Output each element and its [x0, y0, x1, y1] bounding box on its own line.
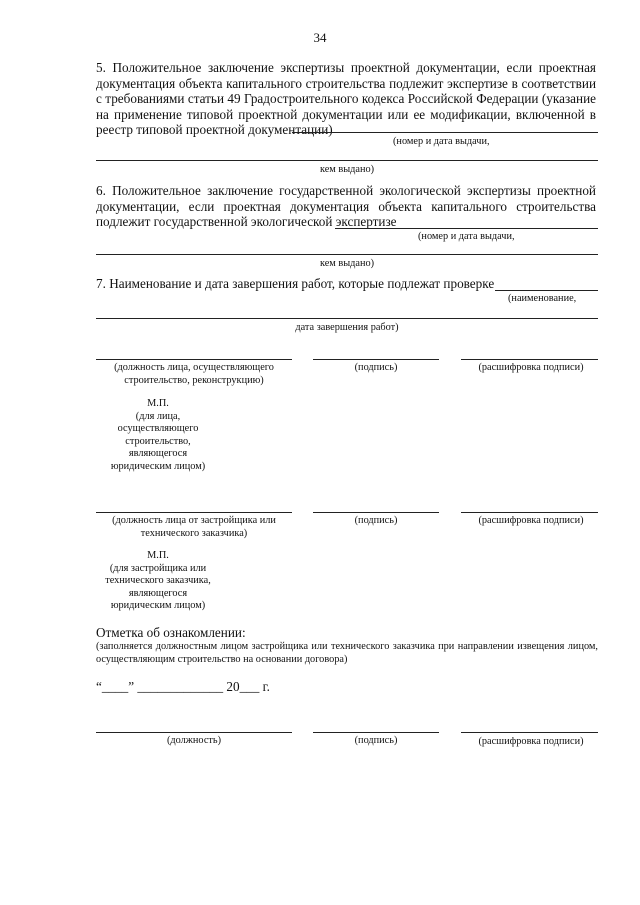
item7-end-date-label: дата завершения работ) — [295, 322, 399, 333]
stamp-line: являющегося — [128, 587, 188, 599]
item5-fill-line — [292, 132, 598, 133]
stamp-line: юридическим лицом) — [110, 600, 206, 611]
sign2-position-line — [96, 512, 292, 513]
stamp-line: М.П. — [147, 398, 169, 409]
item6-issued-by-label: кем выдано) — [319, 258, 375, 269]
ack-signature-label: (подпись) — [354, 735, 398, 746]
stamp-line: (для лица, — [135, 410, 181, 422]
ack-position-line — [96, 732, 292, 733]
sign2-signature-line — [313, 512, 439, 513]
sign1-decoding-line — [461, 359, 598, 360]
stamp-line: являющегося — [128, 448, 188, 459]
sign2-stamp-note — [96, 550, 220, 613]
ack-signature-line — [313, 732, 439, 733]
item7-date-line — [96, 318, 598, 319]
stamp-line: технического заказчика, — [105, 575, 211, 586]
sign2-position-label: (должность лица от застройщика или технического заказчика) — [112, 515, 276, 539]
ack-decoding-line — [461, 732, 598, 733]
item6-number-date-label: (номер и дата выдачи, — [418, 231, 515, 242]
acknowledgement-date: “____” _____________ 20___ г. — [96, 679, 270, 694]
sign1-signature-label: (подпись) — [354, 362, 398, 373]
sign1-position-label: (должность лица, осуществляющего строительство, реконструкцию) — [114, 362, 274, 386]
stamp-line: строительство, — [125, 435, 191, 447]
sign2-decoding-label: (расшифровка подписи) — [478, 515, 584, 526]
item6-text: 6. Положительное заключение государственной экологической экспертизы проектной документации, если проектная документация объекта капитального строительства подлежит государственной экологической экспертизе — [96, 183, 596, 229]
sign1-stamp-note — [96, 398, 220, 473]
stamp-line: осуществляющего — [117, 423, 199, 434]
stamp-line: (для застройщика или — [109, 562, 207, 574]
sign1-decoding-label: (расшифровка подписи) — [478, 362, 584, 373]
stamp-line: М.П. — [147, 550, 169, 561]
stamp-line: юридическим лицом) — [110, 460, 206, 472]
item7-fill-line — [495, 290, 598, 291]
sign2-signature-label: (подпись) — [354, 515, 398, 526]
acknowledgement-note: (заполняется должностным лицом застройщика или технического заказчика при направлении извещения лицом, осуществляющим строительство на основании договора) — [96, 641, 598, 665]
sign1-signature-line — [313, 359, 439, 360]
item7-name-label: (наименование, — [508, 293, 577, 304]
item5-issued-by-label: кем выдано) — [319, 164, 375, 175]
acknowledgement-title: Отметка об ознакомлении: — [96, 625, 246, 640]
item6-issued-line — [96, 254, 598, 255]
sign2-decoding-line — [461, 512, 598, 513]
item7-text: 7. Наименование и дата завершения работ, которые подлежат проверке — [96, 276, 495, 291]
item5-issued-line — [96, 160, 598, 161]
sign1-position-line — [96, 359, 292, 360]
ack-position-label: (должность) — [166, 735, 222, 746]
item5-number-date-label: (номер и дата выдачи, — [393, 136, 490, 147]
ack-decoding-label: (расшифровка подписи) — [478, 736, 584, 747]
item6-fill-line — [335, 228, 598, 229]
page-number: 34 — [313, 30, 327, 45]
item5-text: 5. Положительное заключение экспертизы проектной документации, если проектная документация объекта капитального строительства подлежит экспертизе в соответствии с требованиями статьи 49 Градостроительного кодекса Российской Федерации (указание на применение типовой проектной документации или ее модификации, включенной в реестр типовой проектной документации) — [96, 60, 596, 137]
